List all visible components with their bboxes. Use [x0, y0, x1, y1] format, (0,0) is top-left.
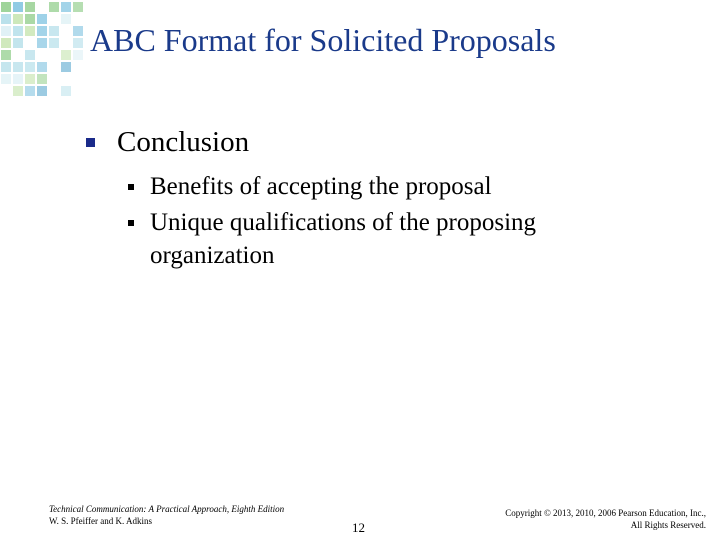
mosaic-tile [73, 38, 83, 48]
mosaic-tile [25, 14, 35, 24]
mosaic-tile [37, 26, 47, 36]
mosaic-tile [13, 62, 23, 72]
mosaic-tile [49, 2, 59, 12]
mosaic-tile [1, 74, 11, 84]
mosaic-tile [1, 2, 11, 12]
mosaic-tile [1, 62, 11, 72]
mosaic-tile [37, 86, 47, 96]
copyright-line-1: Copyright © 2013, 2010, 2006 Pearson Education, Inc., [505, 508, 706, 518]
square-bullet-icon [128, 184, 134, 190]
mosaic-tile [25, 50, 35, 60]
sub-bullet-list [128, 170, 608, 275]
mosaic-tile [61, 50, 71, 60]
mosaic-tile [73, 2, 83, 12]
sub-bullet-text: Unique qualifications of the proposing organization [150, 209, 537, 269]
page-number: 12 [352, 520, 365, 535]
mosaic-tile [49, 26, 59, 36]
footer-book-title: Technical Communication: A Practical Approach, Eighth Edition [49, 504, 285, 514]
mosaic-tile [13, 14, 23, 24]
mosaic-tile [73, 26, 83, 36]
bullet-text: Conclusion [117, 126, 250, 158]
mosaic-tile [37, 62, 47, 72]
mosaic-tile [49, 38, 59, 48]
mosaic-tile [13, 2, 23, 12]
sub-bullet-item [128, 206, 608, 272]
mosaic-tile [1, 26, 11, 36]
copyright-line-2: All Rights Reserved. [630, 520, 706, 530]
mosaic-tile [1, 50, 11, 60]
bullet-conclusion [86, 126, 249, 159]
sub-bullet-item [128, 170, 608, 203]
mosaic-tile [1, 38, 11, 48]
mosaic-tile [61, 86, 71, 96]
mosaic-tile [1, 14, 11, 24]
decorative-tile-mosaic [0, 0, 84, 102]
mosaic-tile [13, 86, 23, 96]
mosaic-tile [13, 26, 23, 36]
mosaic-tile [25, 26, 35, 36]
mosaic-tile [25, 86, 35, 96]
mosaic-tile [61, 62, 71, 72]
mosaic-tile [61, 14, 71, 24]
mosaic-tile [13, 38, 23, 48]
mosaic-tile [37, 14, 47, 24]
footer-authors: W. S. Pfeiffer and K. Adkins [49, 516, 152, 526]
footer-copyright [505, 507, 706, 531]
slide-title: ABC Format for Solicited Proposals [90, 22, 556, 58]
sub-bullet-text: Benefits of accepting the proposal [150, 173, 492, 200]
mosaic-tile [13, 74, 23, 84]
footer-citation [49, 503, 284, 527]
mosaic-tile [73, 50, 83, 60]
square-bullet-icon [86, 138, 95, 147]
mosaic-tile [37, 74, 47, 84]
mosaic-tile [61, 2, 71, 12]
mosaic-tile [25, 62, 35, 72]
mosaic-tile [25, 74, 35, 84]
mosaic-tile [37, 38, 47, 48]
square-bullet-icon [128, 220, 134, 226]
mosaic-tile [25, 2, 35, 12]
